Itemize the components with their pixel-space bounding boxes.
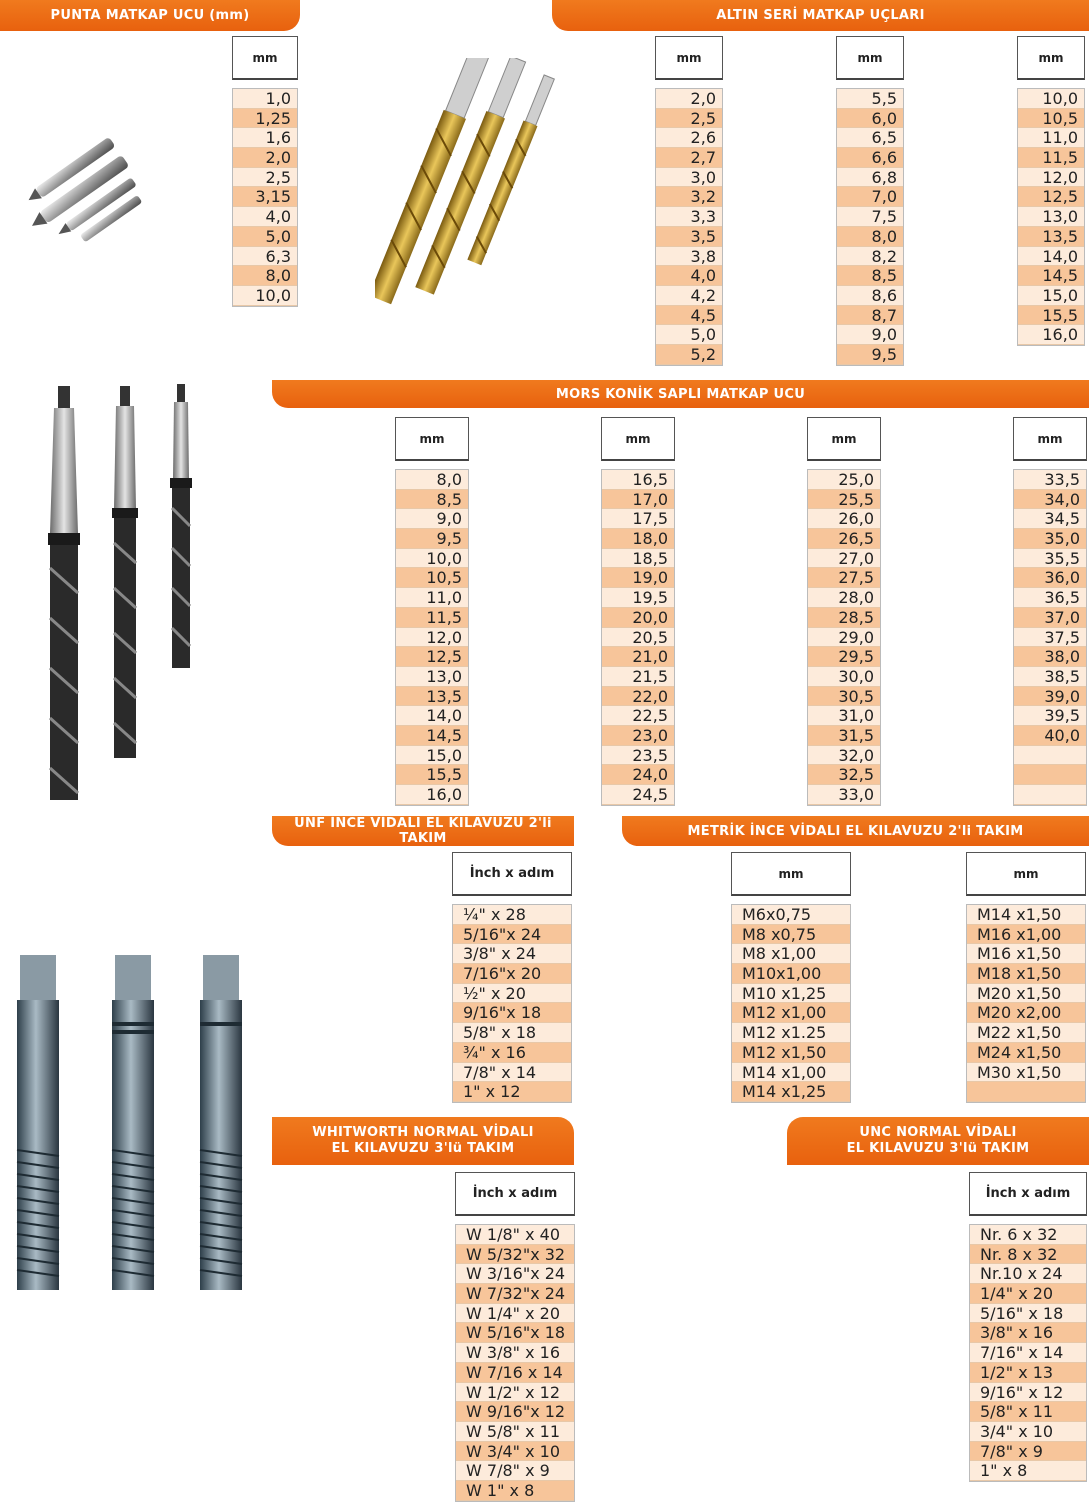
table-row: 8,5 — [837, 266, 903, 286]
table-row: 1" x 8 — [970, 1461, 1086, 1481]
table-row: 6,5 — [837, 128, 903, 148]
banner-unc-line1: UNC NORMAL VİDALI — [859, 1125, 1017, 1140]
table-row: 5,0 — [656, 325, 722, 345]
table-header: mm — [395, 417, 469, 461]
table-row: 3/4" x 10 — [970, 1422, 1086, 1442]
table-row: 4,2 — [656, 286, 722, 306]
table-row: W 1/2" x 12 — [456, 1383, 574, 1403]
table-row: 1/4" x 20 — [970, 1284, 1086, 1304]
table-row: 15,5 — [396, 765, 468, 785]
table-body — [1013, 469, 1087, 806]
table-row: 14,5 — [1018, 266, 1084, 286]
table-row: M16 x1,00 — [967, 925, 1085, 945]
table-row: Nr.10 x 24 — [970, 1264, 1086, 1284]
table-row: M10 x1,25 — [732, 984, 850, 1004]
table-row: M8 x1,00 — [732, 944, 850, 964]
table-mors-3 — [807, 417, 881, 806]
table-row: 11,5 — [396, 608, 468, 628]
table-row: M24 x1,50 — [967, 1043, 1085, 1063]
table-row: 20,0 — [602, 608, 674, 628]
table-row: 31,5 — [808, 726, 880, 746]
table-row: 30,5 — [808, 687, 880, 707]
table-row: W 7/8" x 9 — [456, 1461, 574, 1481]
banner-unf: UNF İNCE VİDALI EL KILAVUZU 2'li TAKIM — [272, 816, 574, 846]
table-whitworth — [455, 1172, 575, 1502]
table-row: M12 x1,50 — [732, 1043, 850, 1063]
table-row: W 3/8" x 16 — [456, 1343, 574, 1363]
table-row: 9/16"x 18 — [453, 1003, 571, 1023]
table-row: 23,0 — [602, 726, 674, 746]
table-row: 13,0 — [396, 667, 468, 687]
table-header: mm — [1017, 36, 1085, 80]
table-row: 33,0 — [808, 785, 880, 805]
table-header: mm — [966, 852, 1086, 896]
table-row: 7/16" x 14 — [970, 1343, 1086, 1363]
morse-taper-drills-image — [30, 378, 205, 818]
table-header: İnch x adım — [452, 852, 572, 896]
table-row: 34,0 — [1014, 490, 1086, 510]
table-header: mm — [731, 852, 851, 896]
table-row: M6x0,75 — [732, 905, 850, 925]
banner-punta: PUNTA MATKAP UCU (mm) — [0, 0, 300, 31]
table-row: 40,0 — [1014, 726, 1086, 746]
table-row: 29,0 — [808, 628, 880, 648]
table-header: mm — [232, 36, 298, 80]
gold-drill-bits-image — [375, 58, 565, 333]
table-body — [601, 469, 675, 806]
table-header: mm — [807, 417, 881, 461]
table-body — [655, 88, 723, 366]
table-row: 30,0 — [808, 667, 880, 687]
table-body — [455, 1224, 575, 1502]
table-metrik-1 — [731, 852, 851, 1103]
table-row — [1014, 765, 1086, 785]
table-row: 5/8" x 11 — [970, 1402, 1086, 1422]
table-row: 7/16"x 20 — [453, 964, 571, 984]
table-row — [967, 1082, 1085, 1102]
table-row: W 5/8" x 11 — [456, 1422, 574, 1442]
table-row: 8,6 — [837, 286, 903, 306]
table-row: 3/8" x 16 — [970, 1323, 1086, 1343]
table-row: W 7/32"x 24 — [456, 1284, 574, 1304]
table-row: 17,5 — [602, 509, 674, 529]
table-row: 27,5 — [808, 568, 880, 588]
table-row: 24,5 — [602, 785, 674, 805]
table-row: 19,0 — [602, 568, 674, 588]
table-row: 18,5 — [602, 549, 674, 569]
table-row: W 7/16 x 14 — [456, 1363, 574, 1383]
table-row — [1014, 785, 1086, 805]
table-row: 7,5 — [837, 207, 903, 227]
center-drill-bits-image — [25, 130, 160, 245]
table-row: 32,5 — [808, 765, 880, 785]
table-row: 12,0 — [396, 628, 468, 648]
table-row: 2,5 — [656, 109, 722, 129]
table-row: 8,0 — [396, 470, 468, 490]
banner-altin: ALTIN SERİ MATKAP UÇLARI — [552, 0, 1089, 31]
table-row: 5,0 — [233, 227, 297, 247]
table-row: M22 x1,50 — [967, 1023, 1085, 1043]
table-row: 10,0 — [233, 286, 297, 306]
table-row: 25,5 — [808, 490, 880, 510]
banner-mors: MORS KONİK SAPLI MATKAP UCU — [272, 380, 1089, 408]
table-row: 4,0 — [233, 207, 297, 227]
table-row: 37,0 — [1014, 608, 1086, 628]
table-row: ½" x 20 — [453, 984, 571, 1004]
table-body — [452, 904, 572, 1103]
table-mors-2 — [601, 417, 675, 806]
table-row: 13,5 — [396, 687, 468, 707]
table-row: M16 x1,50 — [967, 944, 1085, 964]
banner-unc — [787, 1117, 1089, 1165]
table-row: 13,5 — [1018, 227, 1084, 247]
table-row: 15,5 — [1018, 306, 1084, 326]
table-row: 15,0 — [396, 746, 468, 766]
table-row: 38,0 — [1014, 647, 1086, 667]
table-row: 3/8" x 24 — [453, 944, 571, 964]
table-header: İnch x adım — [969, 1172, 1087, 1216]
table-row: 6,8 — [837, 168, 903, 188]
table-row: M12 x1.25 — [732, 1023, 850, 1043]
table-row: 3,0 — [656, 168, 722, 188]
table-row: M20 x1,50 — [967, 984, 1085, 1004]
table-row: 7/8" x 14 — [453, 1063, 571, 1083]
table-row: 35,5 — [1014, 549, 1086, 569]
table-row: 33,5 — [1014, 470, 1086, 490]
table-row: 7,0 — [837, 187, 903, 207]
table-row: 25,0 — [808, 470, 880, 490]
table-row: 9,0 — [396, 509, 468, 529]
table-row: 38,5 — [1014, 667, 1086, 687]
table-row: 24,0 — [602, 765, 674, 785]
table-row: 8,2 — [837, 247, 903, 267]
table-row: 6,6 — [837, 148, 903, 168]
table-body — [836, 88, 904, 366]
table-row: W 5/16"x 18 — [456, 1323, 574, 1343]
table-row: 10,5 — [396, 568, 468, 588]
table-row: 1/2" x 13 — [970, 1363, 1086, 1383]
table-row: 12,5 — [396, 647, 468, 667]
table-row: W 3/4" x 10 — [456, 1442, 574, 1462]
table-header: mm — [1013, 417, 1087, 461]
table-row: 3,15 — [233, 187, 297, 207]
table-row: 23,5 — [602, 746, 674, 766]
table-row: 1" x 12 — [453, 1082, 571, 1102]
table-row: 9,0 — [837, 325, 903, 345]
table-row: 12,0 — [1018, 168, 1084, 188]
table-row: 6,0 — [837, 109, 903, 129]
table-row: 8,5 — [396, 490, 468, 510]
table-row: 11,5 — [1018, 148, 1084, 168]
table-unf — [452, 852, 572, 1103]
banner-unc-line2: EL KILAVUZU 3'lü TAKIM — [846, 1141, 1030, 1156]
table-body — [969, 1224, 1087, 1482]
table-row: 22,5 — [602, 706, 674, 726]
table-row: 15,0 — [1018, 286, 1084, 306]
table-row: M14 x1,00 — [732, 1063, 850, 1083]
table-row: 3,8 — [656, 247, 722, 267]
table-row: Nr. 8 x 32 — [970, 1245, 1086, 1265]
table-row: ¼" x 28 — [453, 905, 571, 925]
table-row: W 9/16"x 12 — [456, 1402, 574, 1422]
table-row: 5/16" x 18 — [970, 1304, 1086, 1324]
table-row: 2,6 — [656, 128, 722, 148]
table-row: 35,0 — [1014, 529, 1086, 549]
table-row: 2,5 — [233, 168, 297, 188]
table-row: 3,2 — [656, 187, 722, 207]
table-row: 4,5 — [656, 306, 722, 326]
table-mors-1 — [395, 417, 469, 806]
table-row: 21,5 — [602, 667, 674, 687]
table-row: 22,0 — [602, 687, 674, 707]
table-row: 29,5 — [808, 647, 880, 667]
table-row: 9,5 — [837, 345, 903, 365]
table-row: 31,0 — [808, 706, 880, 726]
table-row: 14,5 — [396, 726, 468, 746]
table-row: 32,0 — [808, 746, 880, 766]
table-row: M10x1,00 — [732, 964, 850, 984]
table-header: İnch x adım — [455, 1172, 575, 1216]
table-row: 36,5 — [1014, 588, 1086, 608]
table-row: W 5/32"x 32 — [456, 1245, 574, 1265]
table-row: 10,0 — [396, 549, 468, 569]
table-unc — [969, 1172, 1087, 1482]
table-row: 28,0 — [808, 588, 880, 608]
table-row: 10,0 — [1018, 89, 1084, 109]
table-row: 2,7 — [656, 148, 722, 168]
table-row: 20,5 — [602, 628, 674, 648]
table-row — [1014, 746, 1086, 766]
table-row: 2,0 — [656, 89, 722, 109]
table-row: M18 x1,50 — [967, 964, 1085, 984]
table-header: mm — [601, 417, 675, 461]
table-row: ¾" x 16 — [453, 1043, 571, 1063]
table-body — [807, 469, 881, 806]
table-row: 37,5 — [1014, 628, 1086, 648]
table-row: 13,0 — [1018, 207, 1084, 227]
table-row: 1,0 — [233, 89, 297, 109]
table-row: 14,0 — [396, 706, 468, 726]
table-row: 16,0 — [396, 785, 468, 805]
table-row: M14 x1,50 — [967, 905, 1085, 925]
table-row: M14 x1,25 — [732, 1082, 850, 1102]
table-row: M20 x2,00 — [967, 1003, 1085, 1023]
table-row: 3,3 — [656, 207, 722, 227]
table-row: W 1" x 8 — [456, 1481, 574, 1501]
table-row: 4,0 — [656, 266, 722, 286]
table-row: 9,5 — [396, 529, 468, 549]
table-body — [731, 904, 851, 1103]
table-row: 19,5 — [602, 588, 674, 608]
table-row: 39,0 — [1014, 687, 1086, 707]
table-row: 21,0 — [602, 647, 674, 667]
hand-taps-image — [5, 950, 250, 1335]
table-row: W 1/4" x 20 — [456, 1304, 574, 1324]
table-row: 12,5 — [1018, 187, 1084, 207]
table-row: 34,5 — [1014, 509, 1086, 529]
table-altin-2 — [836, 36, 904, 366]
table-row: 16,0 — [1018, 325, 1084, 345]
table-row: 27,0 — [808, 549, 880, 569]
table-row: 14,0 — [1018, 247, 1084, 267]
table-row: 9/16" x 12 — [970, 1383, 1086, 1403]
table-row: 3,5 — [656, 227, 722, 247]
banner-metrik: METRİK İNCE VİDALI EL KILAVUZU 2'li TAKIM — [622, 816, 1089, 846]
table-metrik-2 — [966, 852, 1086, 1103]
table-row: 26,0 — [808, 509, 880, 529]
table-row: 7/8" x 9 — [970, 1442, 1086, 1462]
table-row: M12 x1,00 — [732, 1003, 850, 1023]
table-row: 5,5 — [837, 89, 903, 109]
table-row: 11,0 — [1018, 128, 1084, 148]
banner-whitworth-line1: WHITWORTH NORMAL VİDALI — [312, 1125, 534, 1140]
table-header: mm — [836, 36, 904, 80]
table-row: 8,0 — [233, 266, 297, 286]
table-row: 5/16"x 24 — [453, 925, 571, 945]
table-body — [395, 469, 469, 806]
banner-whitworth-line2: EL KILAVUZU 3'lü TAKIM — [331, 1141, 515, 1156]
table-row: 39,5 — [1014, 706, 1086, 726]
table-row: M8 x0,75 — [732, 925, 850, 945]
table-row: 26,5 — [808, 529, 880, 549]
table-body — [1017, 88, 1085, 346]
table-row: 8,7 — [837, 306, 903, 326]
table-body — [966, 904, 1086, 1103]
table-body — [232, 88, 298, 307]
table-row: 10,5 — [1018, 109, 1084, 129]
table-row: 2,0 — [233, 148, 297, 168]
table-row: 28,5 — [808, 608, 880, 628]
banner-whitworth — [272, 1117, 574, 1165]
table-row: 16,5 — [602, 470, 674, 490]
table-row: 5/8" x 18 — [453, 1023, 571, 1043]
table-row: 1,25 — [233, 109, 297, 129]
table-row: 6,3 — [233, 247, 297, 267]
table-altin-1 — [655, 36, 723, 366]
table-row: 1,6 — [233, 128, 297, 148]
table-row: W 1/8" x 40 — [456, 1225, 574, 1245]
table-altin-3 — [1017, 36, 1085, 346]
table-row: 36,0 — [1014, 568, 1086, 588]
table-mors-4 — [1013, 417, 1087, 806]
table-row: M30 x1,50 — [967, 1063, 1085, 1083]
table-row: 8,0 — [837, 227, 903, 247]
table-row: 18,0 — [602, 529, 674, 549]
table-row: 11,0 — [396, 588, 468, 608]
table-row: W 3/16"x 24 — [456, 1264, 574, 1284]
table-punta — [232, 36, 298, 307]
table-header: mm — [655, 36, 723, 80]
table-row: 17,0 — [602, 490, 674, 510]
table-row: Nr. 6 x 32 — [970, 1225, 1086, 1245]
table-row: 5,2 — [656, 345, 722, 365]
